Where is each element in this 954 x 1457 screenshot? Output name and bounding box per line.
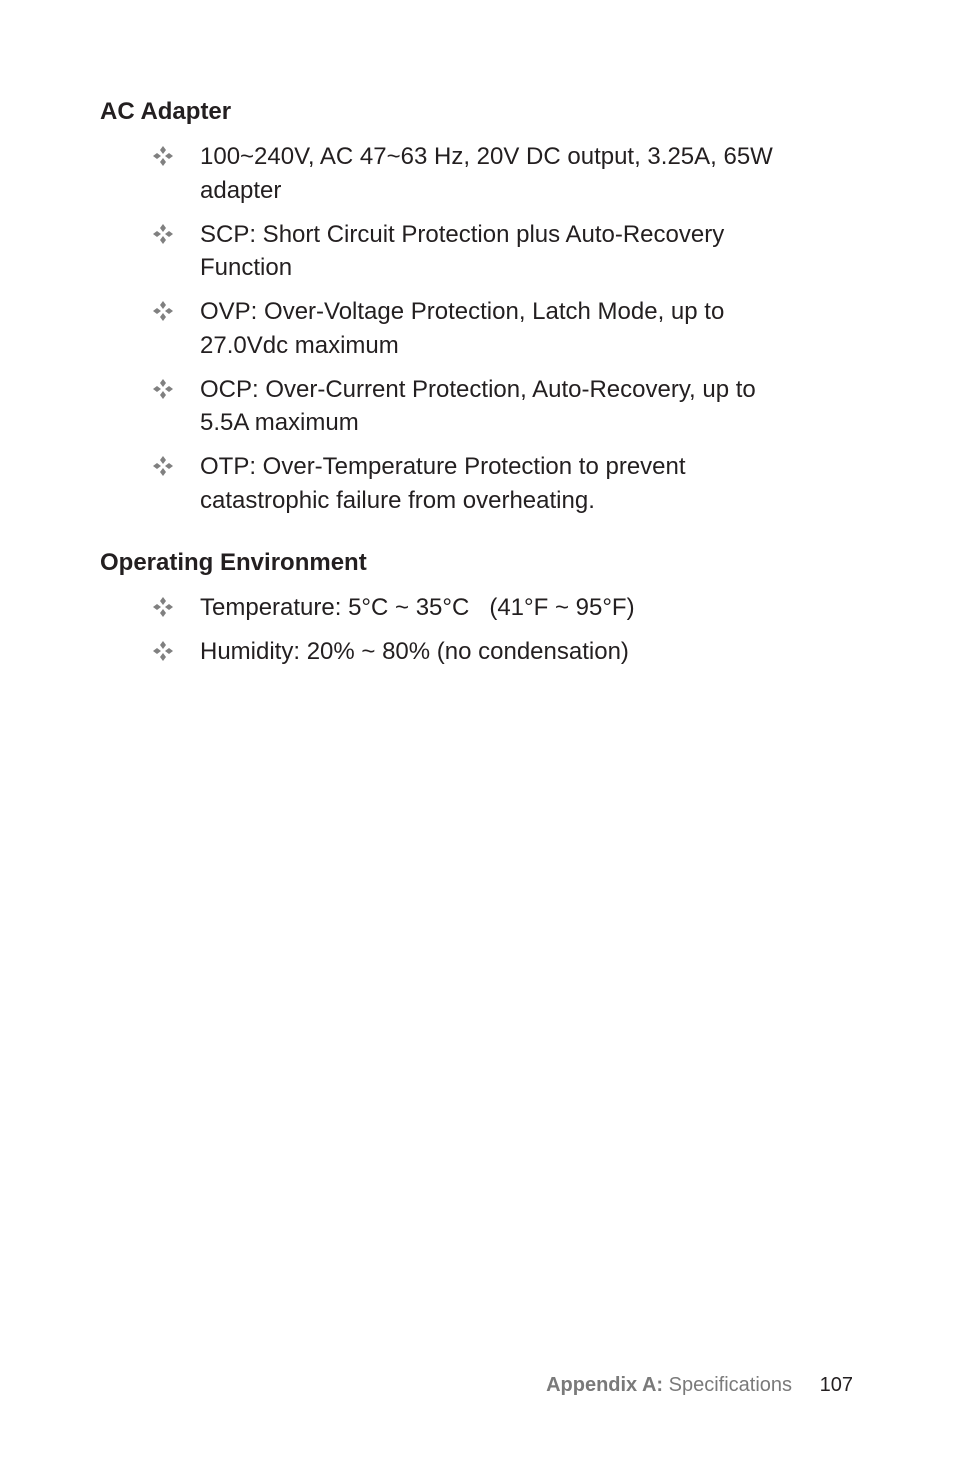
list-item-line: catastrophic failure from overheating. <box>200 486 595 514</box>
list-item-line: Temperature: 5°C ~ 35°C (41°F ~ 95°F) <box>200 594 635 621</box>
list-item-line: Humidity: 20% ~ 80% (no condensation) <box>200 638 629 665</box>
list-item-line: 27.0Vdc maximum <box>200 331 399 359</box>
list-item-line: 100~240V, AC 47~63 Hz, 20V DC output, 3.25A, 65W <box>200 143 773 170</box>
list-item <box>150 591 830 625</box>
list-item-line: Function <box>200 254 293 281</box>
four-diamond-ornament-icon <box>152 300 174 322</box>
list-item <box>150 373 830 440</box>
operating-environment-list <box>150 591 830 679</box>
section-title-ac-adapter: AC Adapter <box>100 98 232 125</box>
list-item <box>150 450 830 517</box>
four-diamond-ornament-icon <box>152 145 174 167</box>
four-diamond-ornament-icon <box>152 455 174 477</box>
four-diamond-ornament-icon <box>152 223 174 245</box>
list-item-line: OCP: Over-Current Protection, Auto-Recovery, up to <box>200 375 756 403</box>
footer-section-name: Specifications <box>668 1374 793 1396</box>
four-diamond-ornament-icon <box>152 640 174 662</box>
list-item-line: OTP: Over-Temperature Protection to prevent <box>200 453 686 480</box>
page-number: 107 <box>819 1374 853 1396</box>
list-item-line: SCP: Short Circuit Protection plus Auto-Recovery <box>200 220 725 248</box>
list-item <box>150 295 830 362</box>
list-item-line: adapter <box>200 176 282 204</box>
list-item <box>150 218 830 285</box>
footer-appendix-label: Appendix A: <box>546 1374 664 1396</box>
section-title-operating-environment: Operating Environment <box>100 549 367 576</box>
ac-adapter-list <box>150 140 830 528</box>
four-diamond-ornament-icon <box>152 596 174 618</box>
page-footer <box>546 1372 853 1398</box>
list-item <box>150 635 830 669</box>
list-item-line: 5.5A maximum <box>200 409 359 436</box>
four-diamond-ornament-icon <box>152 378 174 400</box>
list-item <box>150 140 830 207</box>
list-item-line: OVP: Over-Voltage Protection, Latch Mode, up to <box>200 298 725 325</box>
